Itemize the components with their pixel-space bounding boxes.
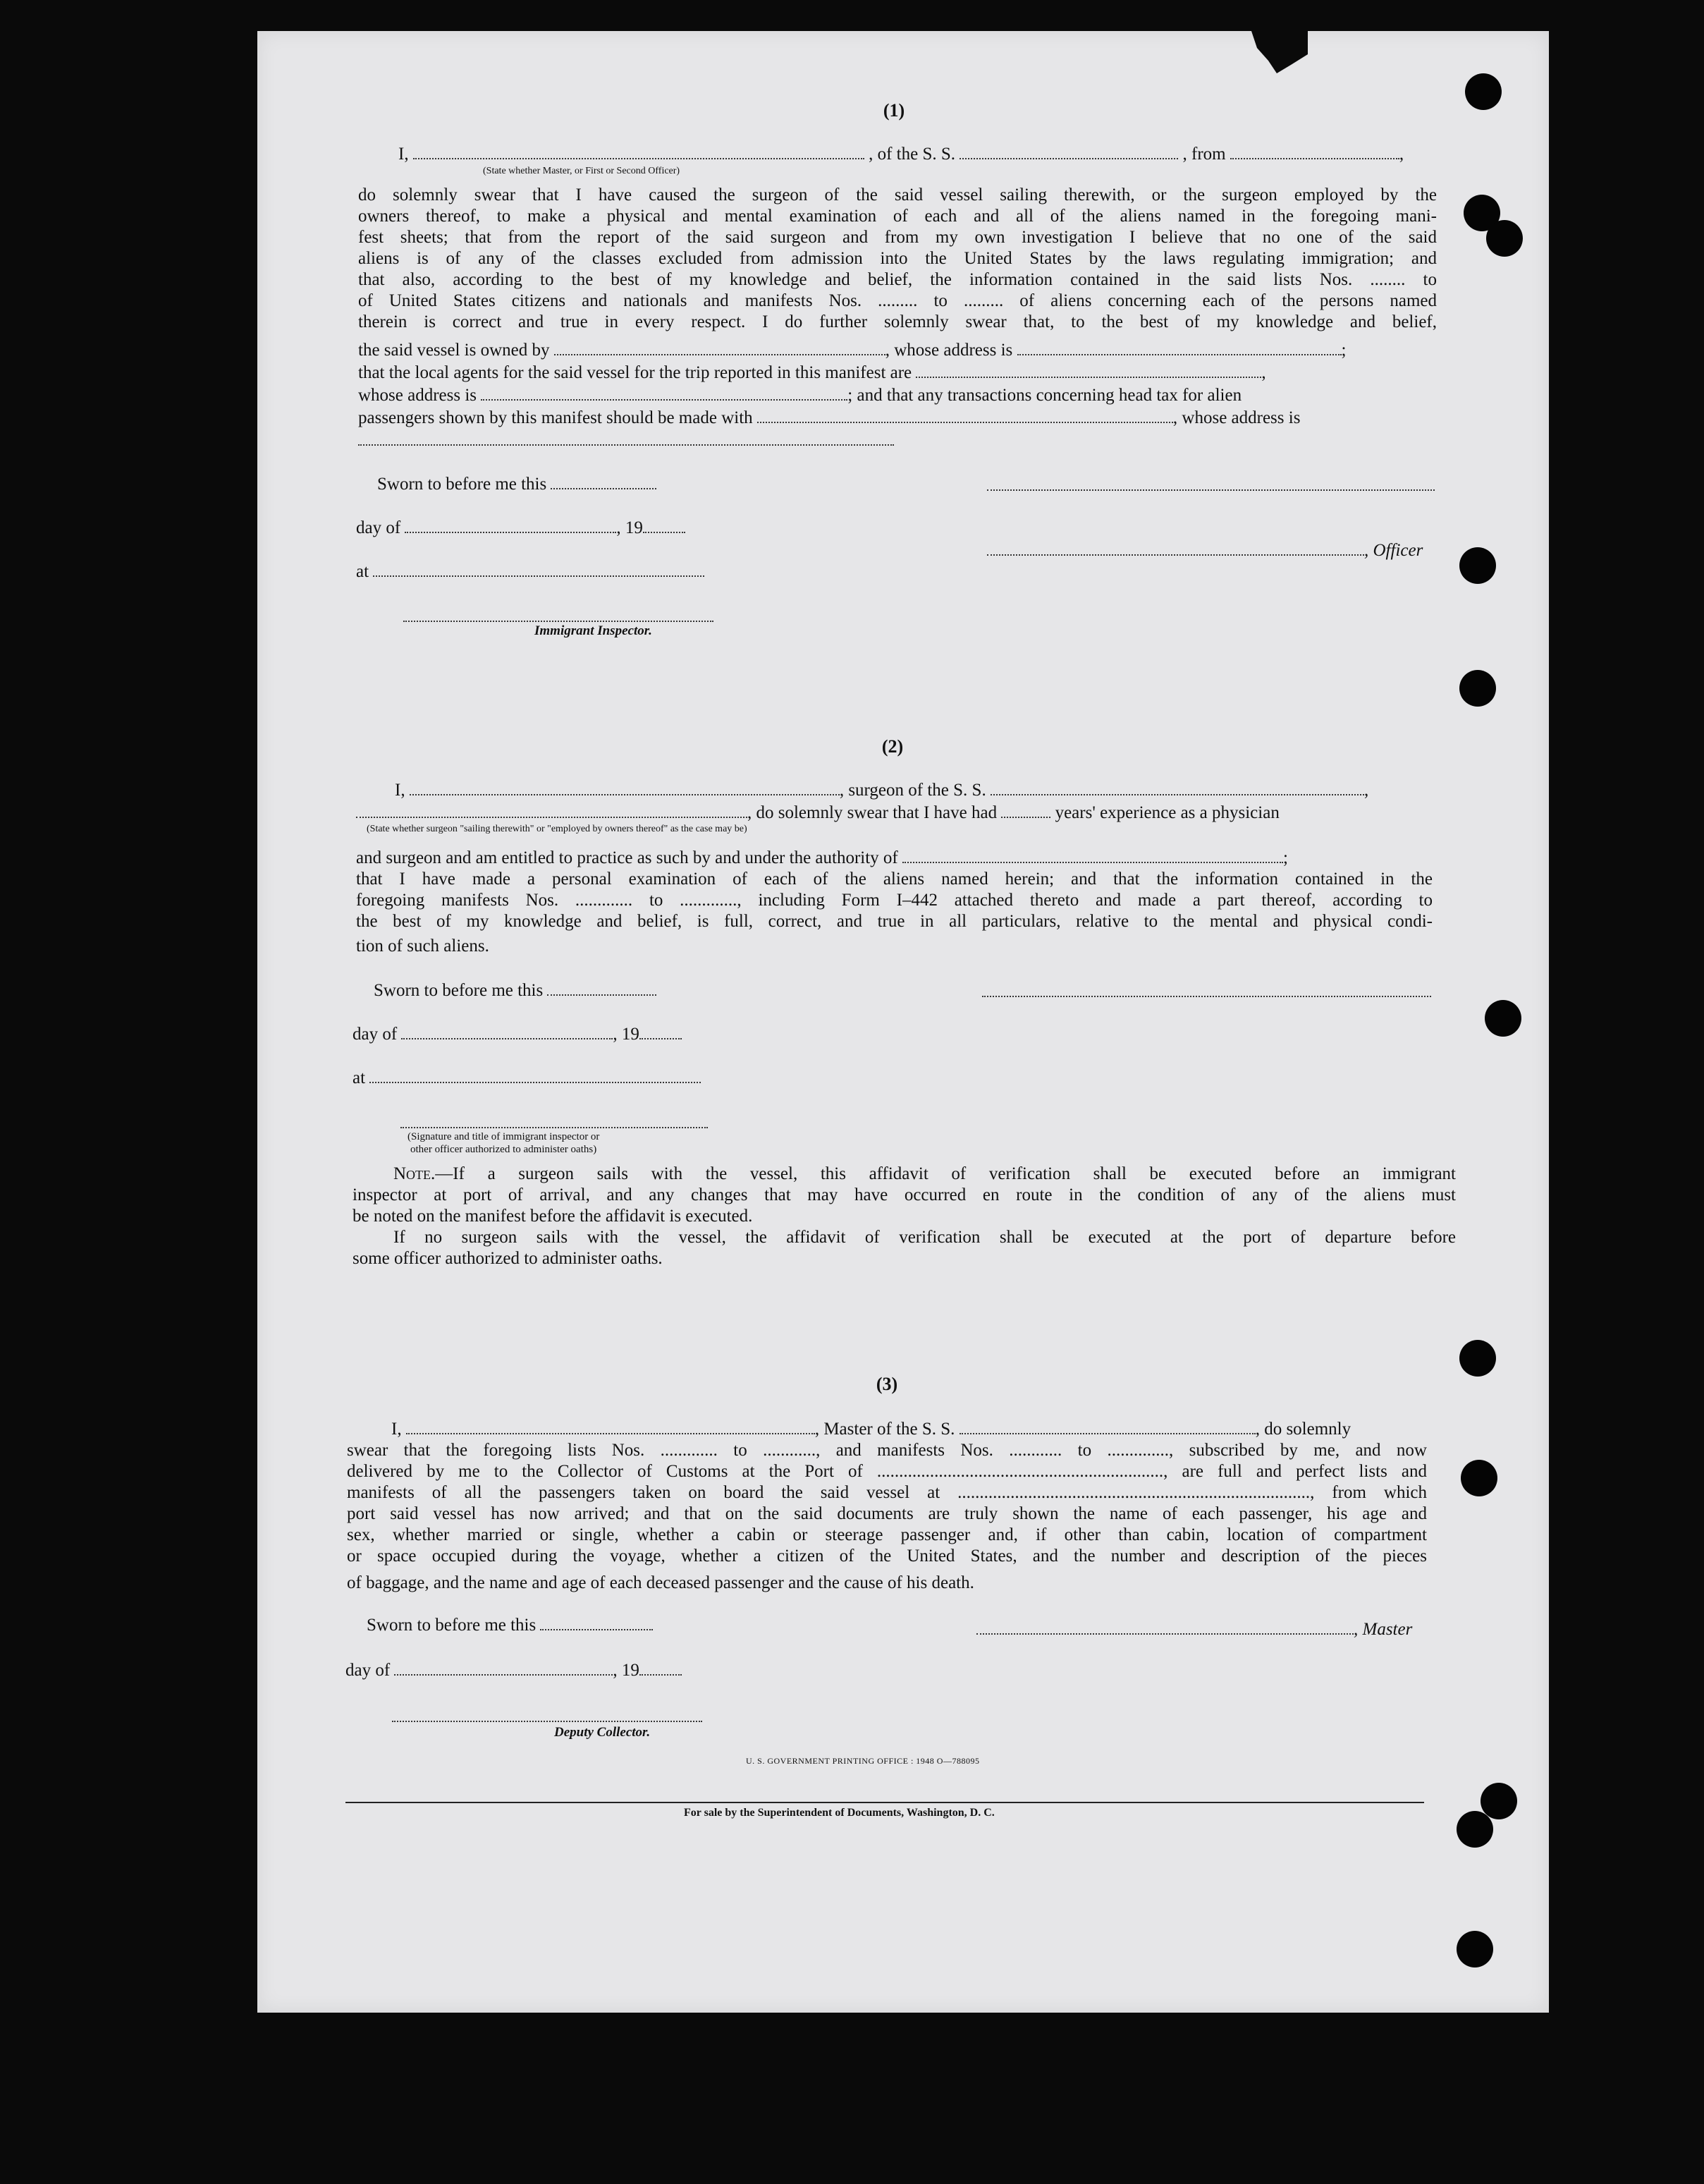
day-of-line: day of , 19: [356, 518, 685, 539]
footer-rule: [345, 1802, 1424, 1803]
body-line: that also, according to the best of my knowledge and belief, the information contained in the said lists Nos. ........ to: [358, 270, 1437, 289]
at-line: at: [353, 1068, 701, 1089]
signature-caption: (Signature and title of immigrant inspector or: [407, 1131, 600, 1142]
inspector-caption: Immigrant Inspector.: [534, 623, 652, 638]
body-line: foregoing manifests Nos. ............. to ............., including Form I–442 attached thereto and made a part thereof, according to: [356, 891, 1433, 910]
blank-head-tax-agent[interactable]: [757, 409, 1173, 423]
inspector-signature-line[interactable]: [403, 621, 713, 622]
body-line: of United States citizens and nationals and manifests Nos. ......... to ......... of aliens concerning each of the persons named: [358, 291, 1437, 310]
blank-place[interactable]: [373, 563, 704, 577]
sworn-line: Sworn to before me this: [374, 980, 656, 1001]
blank-owner[interactable]: [554, 341, 885, 355]
blank-officer-name[interactable]: [413, 145, 864, 159]
blank-sworn-day[interactable]: [540, 1616, 653, 1630]
blank-sworn-day[interactable]: [547, 982, 656, 996]
at-line: at: [356, 561, 704, 582]
body-line: fest sheets; that from the report of the said surgeon and from my own investigation I believe that no one of the said: [358, 228, 1437, 247]
section-2-line-1: I, , surgeon of the S. S. ,: [395, 781, 1369, 800]
body-line: delivered by me to the Collector of Customs at the Port of ................................................................., are full and perfect lists and: [347, 1462, 1427, 1481]
signature-line[interactable]: [987, 489, 1435, 491]
authority-line: and surgeon and am entitled to practice as such by and under the authority of ;: [356, 848, 1288, 867]
section-1-number: (1): [883, 100, 905, 121]
blank-surgeon-vessel[interactable]: [991, 781, 1364, 795]
punch-hole: [1485, 1000, 1521, 1037]
body-last-line: of baggage, and the name and age of each deceased passenger and the cause of his death.: [347, 1573, 974, 1592]
blank-surgeon-status[interactable]: [356, 804, 747, 818]
blank-agents-address[interactable]: [481, 386, 847, 401]
blank-master-vessel[interactable]: [960, 1420, 1256, 1434]
blank-sworn-day[interactable]: [551, 475, 656, 489]
day-of-line: day of , 19: [345, 1660, 682, 1681]
body-line: that I have made a personal examination of each of the aliens named herein; and that the information contained in the: [356, 870, 1433, 889]
blank-master-signature[interactable]: [976, 1621, 1354, 1635]
punch-hole: [1461, 1460, 1497, 1496]
section-2-line-2: , do solemnly swear that I have had years' experience as a physician: [356, 803, 1280, 824]
blank-month[interactable]: [401, 1025, 613, 1039]
blank-officer-signature[interactable]: [987, 542, 1364, 556]
section-2-number: (2): [881, 736, 904, 757]
deputy-caption: Deputy Collector.: [554, 1725, 651, 1740]
punch-hole: [1457, 1931, 1493, 1968]
section-3-line-1: I, , Master of the S. S. , do solemnly: [391, 1420, 1351, 1439]
sworn-line: Sworn to before me this: [377, 474, 656, 495]
blank-surgeon-name[interactable]: [410, 781, 840, 795]
note-label: Note.: [393, 1164, 436, 1183]
blank-year[interactable]: [643, 519, 685, 533]
deputy-signature-line[interactable]: [392, 1721, 702, 1722]
blank-month[interactable]: [394, 1661, 613, 1676]
state-caption: (State whether Master, or First or Second Officer): [483, 166, 680, 176]
section-2-body: [356, 869, 1433, 932]
blank-years[interactable]: [1001, 804, 1050, 818]
punch-hole: [1459, 1340, 1496, 1377]
body-line: do solemnly swear that I have caused the surgeon of the said vessel sailing therewith, or the surgeon employed by the: [358, 185, 1437, 205]
blank-from-port[interactable]: [1230, 145, 1399, 159]
blank-master-name[interactable]: [406, 1420, 815, 1434]
day-of-line: day of , 19: [353, 1024, 682, 1045]
punch-hole: [1481, 1783, 1517, 1819]
printing-office-imprint: U. S. GOVERNMENT PRINTING OFFICE : 1948 O—788095: [746, 1756, 980, 1766]
punch-hole: [1465, 73, 1502, 110]
punch-hole: [1459, 670, 1496, 707]
section-3-number: (3): [876, 1374, 898, 1394]
section-1-body: [358, 185, 1437, 333]
blank-authority[interactable]: [902, 849, 1283, 863]
body-line: sex, whether married or single, whether a cabin or steerage passenger and, if other than cabin, location of compartment: [347, 1525, 1427, 1544]
inspector-signature-line[interactable]: [400, 1127, 708, 1128]
surgeon-signature-line[interactable]: [982, 996, 1431, 997]
punch-hole: [1459, 547, 1496, 584]
officer-line: , Officer: [987, 540, 1423, 561]
body-line: owners thereof, to make a physical and mental examination of each and all of the aliens named in the foregoing mani-: [358, 207, 1437, 226]
for-sale-imprint: For sale by the Superintendent of Documents, Washington, D. C.: [684, 1807, 995, 1819]
section-1-line-1: I, , of the S. S. , from ,: [398, 145, 1404, 164]
agents-line: that the local agents for the said vessel for the trip reported in this manifest are ,: [358, 363, 1266, 382]
section-3-body: [347, 1440, 1427, 1567]
blank-vessel-name[interactable]: [960, 145, 1178, 159]
master-line: , Master: [976, 1619, 1412, 1640]
body-line: therein is correct and true in every respect. I do further solemnly swear that, to the best of my knowledge and belief,: [358, 312, 1437, 331]
body-line: aliens is of any of the classes excluded from admission into the United States by the laws regulating immigration; and: [358, 249, 1437, 268]
signature-caption: other officer authorized to administer oaths): [410, 1144, 597, 1155]
body-line: or space occupied during the voyage, whether a citizen of the United States, and the number and description of the pieces: [347, 1547, 1427, 1566]
blank-place[interactable]: [369, 1069, 701, 1083]
blank-head-tax-address[interactable]: [358, 444, 894, 446]
note-block: Note.—If a surgeon sails with the vessel, this affidavit of verification shall be executed before an immigrant inspector at port of arrival, and any changes that may have occurred en route in the condition of any of the aliens must be noted on the manifest before the affidavit is executed. If no surgeon sails with the vessel, the affidavit of verification shall be executed at the port of departure before some officer authorized to administer oaths.: [353, 1164, 1456, 1268]
body-line: port said vessel has now arrived; and that on the said documents are truly shown the name of each passenger, his age and: [347, 1504, 1427, 1523]
sworn-line: Sworn to before me this: [367, 1615, 653, 1636]
body-line: swear that the foregoing lists Nos. ............. to ............, and manifests Nos. ............ to .............., subscribed by me, and now: [347, 1441, 1427, 1460]
blank-local-agents[interactable]: [916, 364, 1261, 378]
punch-hole: [1486, 220, 1523, 257]
blank-month[interactable]: [405, 519, 616, 533]
blank-year[interactable]: [639, 1661, 682, 1676]
body-last-line: tion of such aliens.: [356, 937, 489, 956]
address-line: whose address is ; and that any transactions concerning head tax for alien: [358, 386, 1242, 405]
blank-year[interactable]: [639, 1025, 682, 1039]
passengers-line: passengers shown by this manifest should be made with , whose address is: [358, 408, 1301, 427]
owned-line: the said vessel is owned by , whose address is ;: [358, 341, 1347, 360]
body-line: the best of my knowledge and belief, is full, correct, and true in all particulars, relative to the mental and physical condi-: [356, 912, 1433, 931]
punch-hole: [1457, 1811, 1493, 1848]
surgeon-state-caption: (State whether surgeon "sailing therewith" or "employed by owners thereof" as the case may be): [367, 824, 747, 834]
body-line: manifests of all the passengers taken on board the said vessel at ................................................................................, from which: [347, 1483, 1427, 1502]
blank-owner-address[interactable]: [1017, 341, 1342, 355]
